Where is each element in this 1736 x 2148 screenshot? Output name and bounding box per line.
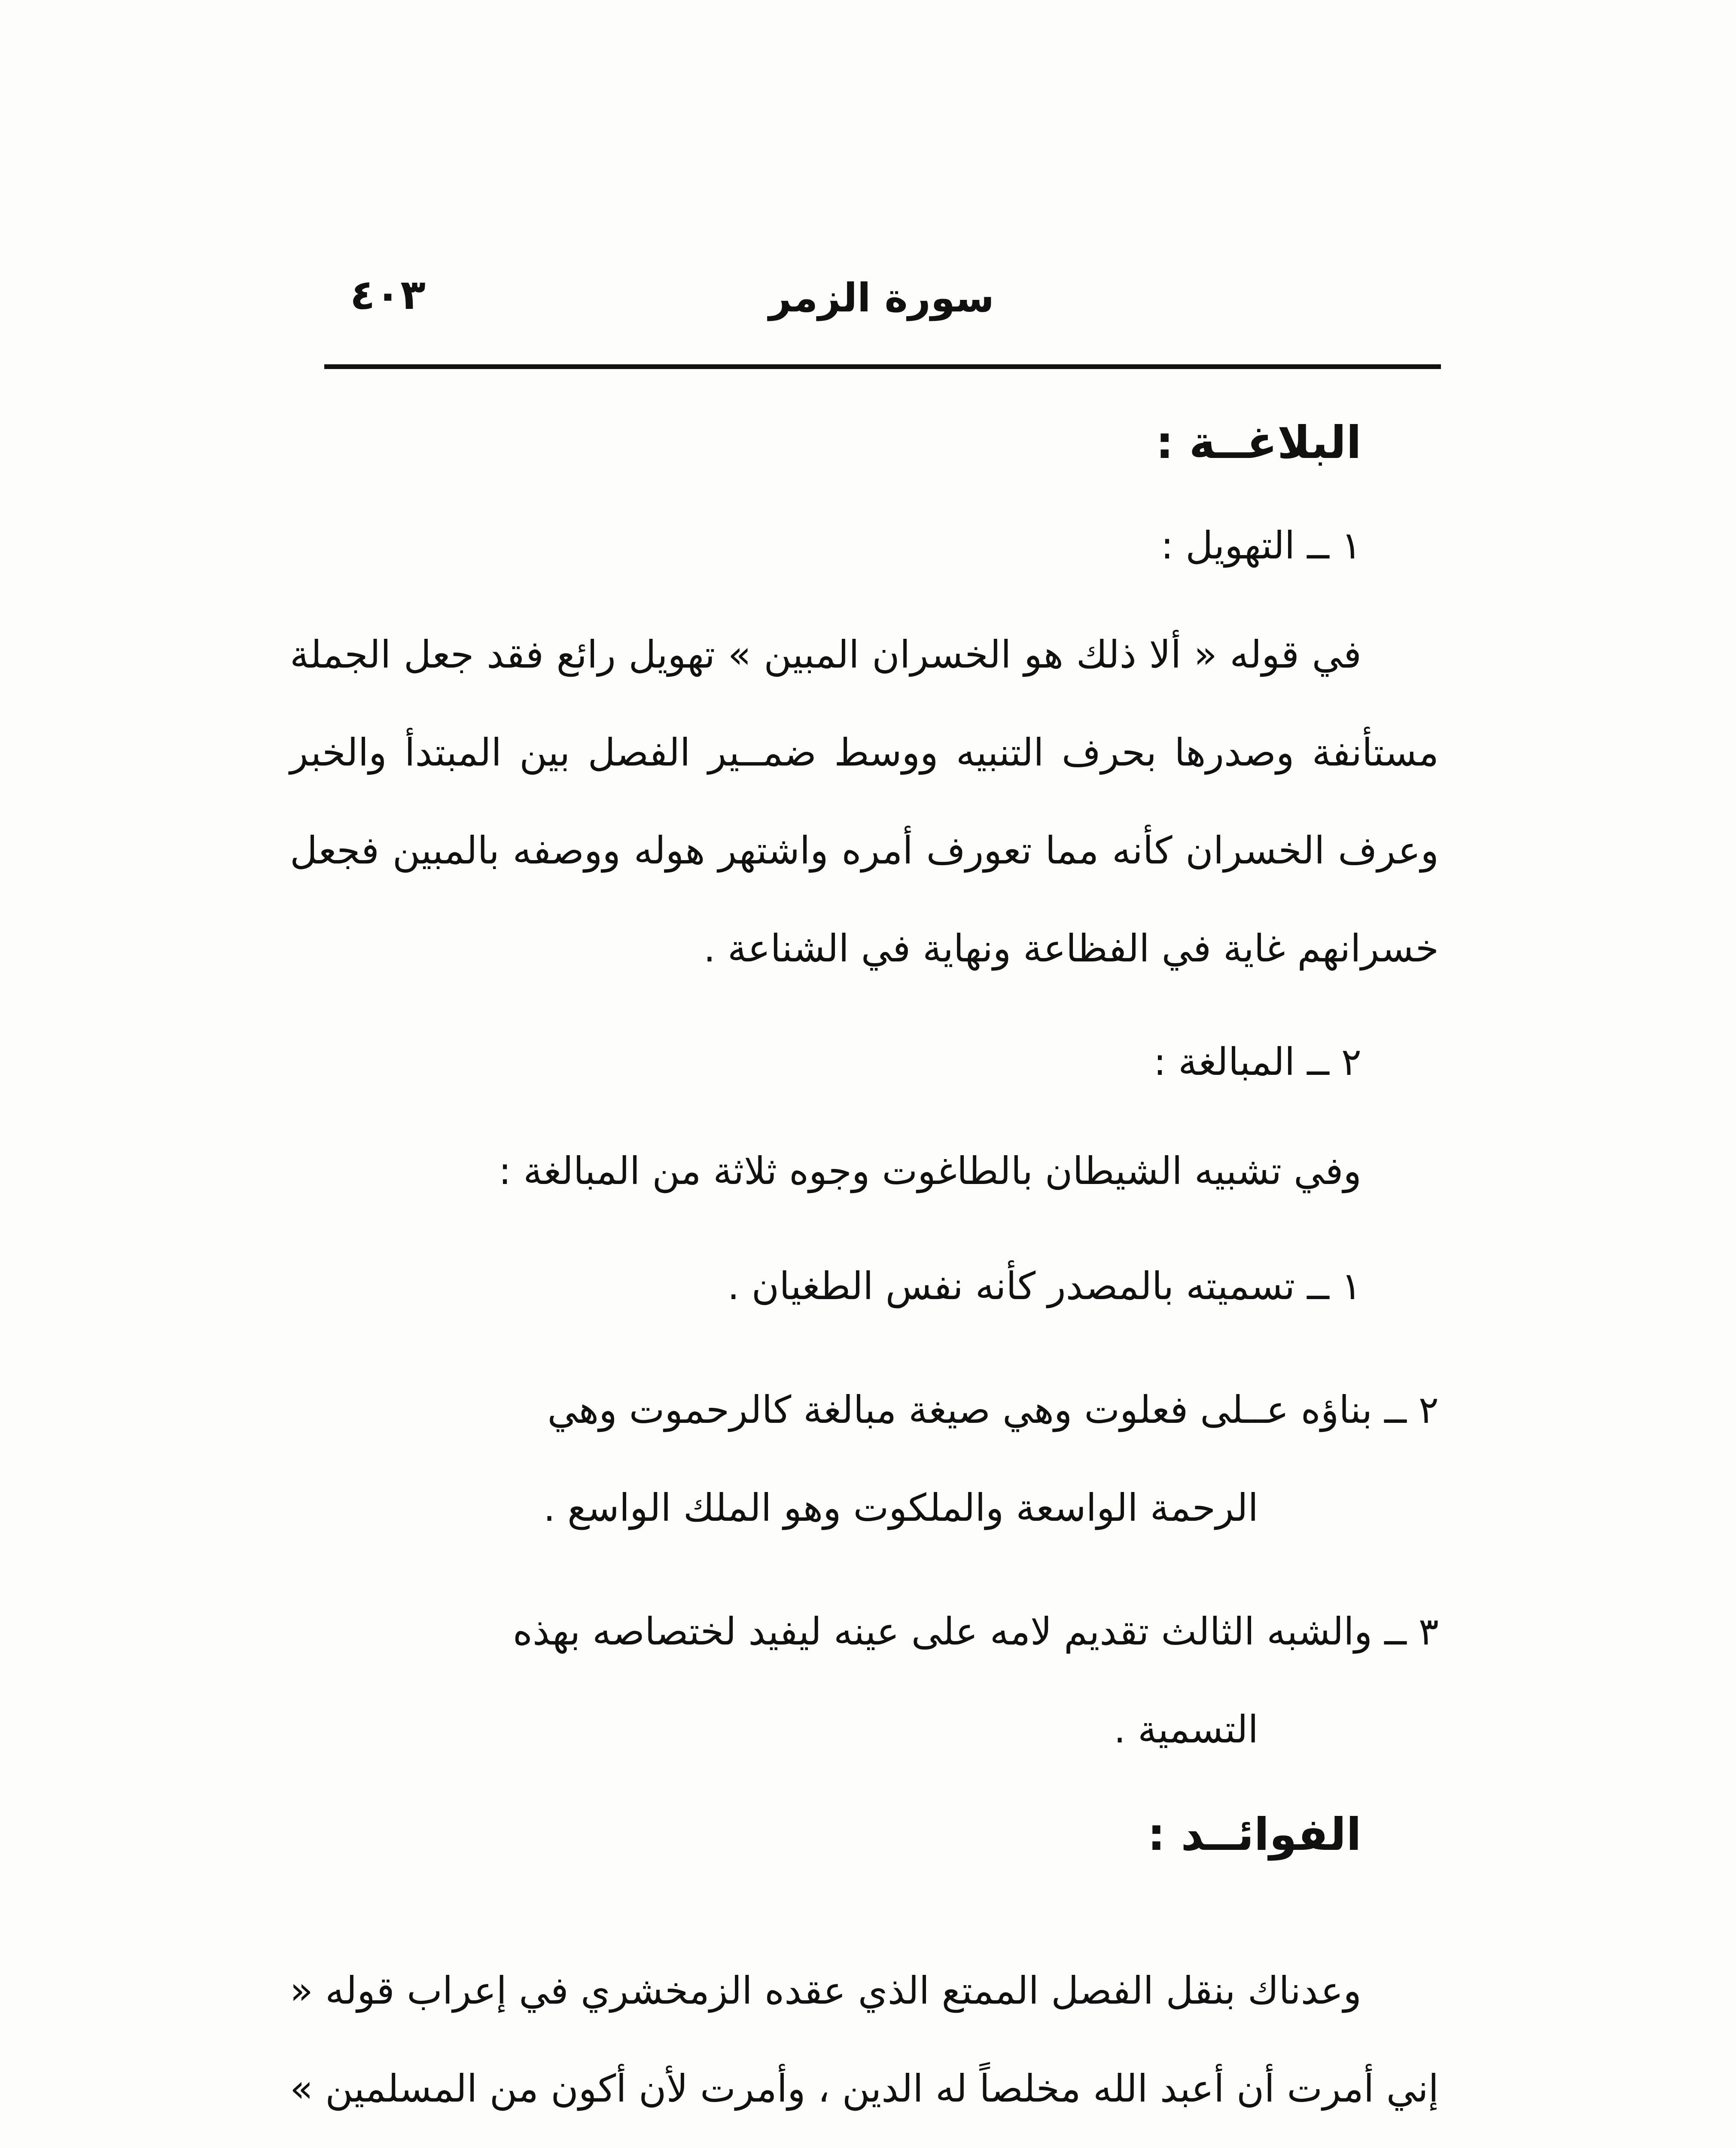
- mubalagha-intro: وفي تشبيه الشيطان بالطاغوت وجوه ثلاثة من المبالغة :: [498, 1149, 1361, 1193]
- mubalagha-point-3: [290, 1583, 1439, 1779]
- point-2-line-2: الرحمة الواسعة والملكوت وهو الملك الواسع .: [543, 1486, 1258, 1530]
- header-divider: [324, 364, 1441, 369]
- point-3-line-2: التسمية .: [1114, 1707, 1258, 1751]
- running-title: سورة الزمر: [769, 275, 994, 321]
- balagha-heading: البلاغــة :: [1155, 416, 1361, 469]
- mubalagha-subheading: ٢ ــ المبالغة :: [1153, 1040, 1361, 1084]
- tahweel-subheading: ١ ــ التهويل :: [1160, 523, 1361, 568]
- page-header: [324, 262, 1439, 326]
- point-1-text: ١ ــ تسميته بالمصدر كأنه نفس الطغيان .: [727, 1264, 1361, 1308]
- page-body: [290, 400, 1439, 2148]
- point-2-line-1: ٢ ــ بناؤه عــلى فعلوت وهي صيغة مبالغة كالرحموت وهي: [547, 1388, 1439, 1432]
- fawaid-heading: الفوائــد :: [1147, 1808, 1361, 1861]
- fawaid-paragraph: وعدناك بنقل الفصل الممتع الذي عقده الزمخشري في إعراب قوله « إني أمرت أن أعبد الله مخلصاً له الدين ، وأمرت لأن أكون من المسلمين »: [290, 1968, 1439, 2111]
- mubalagha-point-1: [290, 1237, 1361, 1335]
- page-number: ٤٠٣: [350, 271, 426, 319]
- mubalagha-point-2: [290, 1361, 1439, 1557]
- tahweel-paragraph: في قوله « ألا ذلك هو الخسران المبين » تهويل رائع فقد جعل الجملة مستأنفة وصدرها بحرف التنبيه ووسط ضمــير الفصل بين المبتدأ والخبر وعرف الخسران كأنه مما تعورف أمره واشتهر هوله ووصفه بالمبين فجعل خسرانهم غاية في الفظاعة ونهاية في الشناعة .: [290, 632, 1439, 970]
- point-3-line-1: ٣ ــ والشبه الثالث تقديم لامه على عينه ليفيد لختصاصه بهذه: [512, 1609, 1439, 1654]
